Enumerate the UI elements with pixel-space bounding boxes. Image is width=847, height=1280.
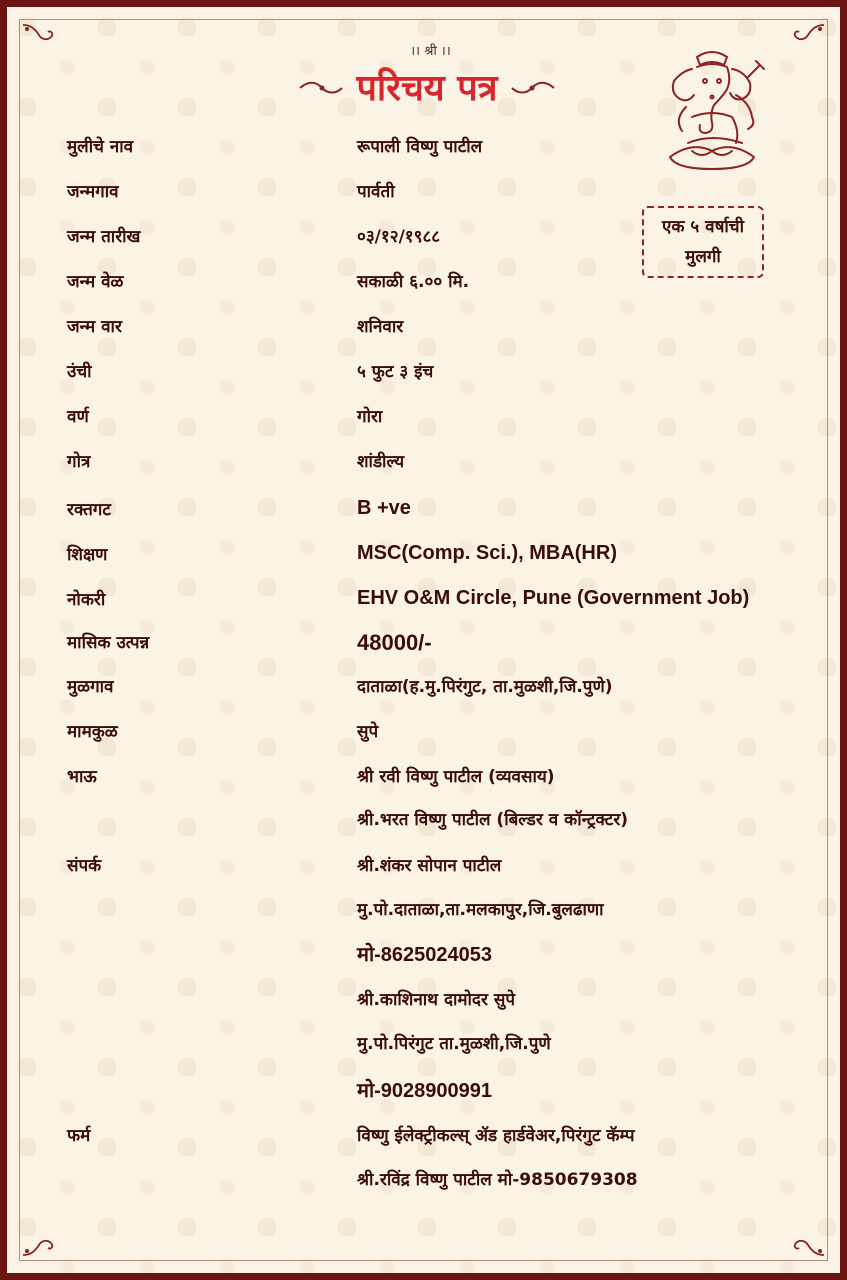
field-row-birthday — [7, 314, 847, 344]
field-value: मु.पो.पिरंगुट ता.मुळशी,जि.पुणे — [357, 1034, 551, 1054]
field-row-firm-2 — [7, 1167, 847, 1197]
field-label: जन्मगाव — [67, 182, 119, 202]
field-label: जन्म वेळ — [67, 272, 124, 292]
field-row-job — [7, 587, 847, 617]
field-label: नोकरी — [67, 590, 106, 610]
title-block — [277, 63, 577, 113]
field-label: संपर्क — [67, 856, 102, 876]
field-row-contact-5 — [7, 1031, 847, 1061]
field-row-gotra — [7, 449, 847, 479]
corner-flourish-icon — [21, 1235, 61, 1259]
field-value: श्री रवी विष्णु पाटील (व्यवसाय) — [357, 767, 555, 787]
field-label: मासिक उत्पन्न — [67, 633, 150, 653]
field-value: विष्णु ईलेक्ट्रीकल्स् ॲड हार्डवेअर,पिरंगुट कॅम्प — [357, 1126, 635, 1146]
field-value: पार्वती — [357, 182, 395, 202]
field-value: B +ve — [357, 497, 411, 519]
field-row-contact-6 — [7, 1076, 847, 1106]
field-value: MSC(Comp. Sci.), MBA(HR) — [357, 542, 617, 564]
field-value: 48000/- — [357, 630, 432, 655]
field-label: मुलीचे नाव — [67, 137, 134, 157]
field-label: शिक्षण — [67, 545, 108, 565]
field-value: शनिवार — [357, 317, 404, 337]
field-row-birthplace — [7, 179, 847, 209]
field-label: रक्तगट — [67, 500, 111, 520]
field-value: रूपाली विष्णु पाटील — [357, 137, 483, 157]
field-value: ०३/१२/१९८८ — [357, 227, 441, 247]
shri-heading: ।। श्री ।। — [410, 44, 451, 59]
field-row-contact-2 — [7, 897, 847, 927]
field-value: ५ फुट ३ इंच — [357, 362, 434, 382]
field-label: उंची — [67, 362, 92, 382]
field-value: मो-8625024053 — [357, 944, 493, 966]
field-row-firm-1 — [7, 1123, 847, 1153]
field-row-height — [7, 359, 847, 389]
field-label: मुळगाव — [67, 677, 114, 697]
field-row-birthdate — [7, 224, 847, 254]
field-row-income — [7, 630, 847, 660]
field-label: जन्म वार — [67, 317, 122, 337]
title-flourish-icon — [298, 79, 344, 97]
field-label: फर्म — [67, 1126, 91, 1146]
field-row-bloodgroup — [7, 497, 847, 527]
field-label: गोत्र — [67, 452, 91, 472]
field-label: मामकुळ — [67, 722, 118, 742]
field-row-brother-2 — [7, 807, 847, 837]
field-value: श्री.काशिनाथ दामोदर सुपे — [357, 990, 515, 1010]
badge-line-2: मुलगी — [685, 247, 721, 267]
field-row-maternal — [7, 719, 847, 749]
corner-flourish-icon — [786, 1235, 826, 1259]
field-value: सकाळी ६.०० मि. — [357, 272, 470, 292]
field-value: मो-9028900991 — [357, 1080, 493, 1102]
title-flourish-icon — [510, 79, 556, 97]
field-row-name — [7, 134, 847, 164]
field-value: EHV O&M Circle, Pune (Government Job) — [357, 587, 750, 609]
field-value: श्री.भरत विष्णु पाटील (बिल्डर व कॉन्ट्रक्टर) — [357, 810, 629, 830]
field-row-native-place — [7, 674, 847, 704]
field-label: भाऊ — [67, 767, 97, 787]
badge-line-1: एक ५ वर्षाची — [661, 217, 744, 237]
field-label: जन्म तारीख — [67, 227, 141, 247]
field-value: सुपे — [357, 722, 379, 742]
field-row-contact-4 — [7, 987, 847, 1017]
field-row-education — [7, 542, 847, 572]
page-title: परिचय पत्र — [356, 67, 498, 109]
field-row-brother-1 — [7, 764, 847, 794]
field-label: वर्ण — [67, 407, 89, 427]
field-value: मु.पो.दाताळा,ता.मलकापुर,जि.बुलढाणा — [357, 900, 604, 920]
field-row-birthtime — [7, 269, 847, 299]
field-value: दाताळा(ह.मु.पिरंगुट, ता.मुळशी,जि.पुणे) — [357, 677, 613, 697]
field-value: गोरा — [357, 407, 383, 427]
field-value: श्री.रविंद्र विष्णु पाटील मो-9850679308 — [357, 1170, 638, 1190]
field-row-complexion — [7, 404, 847, 434]
field-row-contact-3 — [7, 940, 847, 970]
field-value: श्री.शंकर सोपान पाटील — [357, 856, 502, 876]
field-value: शांडील्य — [357, 452, 405, 472]
field-row-contact-1 — [7, 853, 847, 883]
